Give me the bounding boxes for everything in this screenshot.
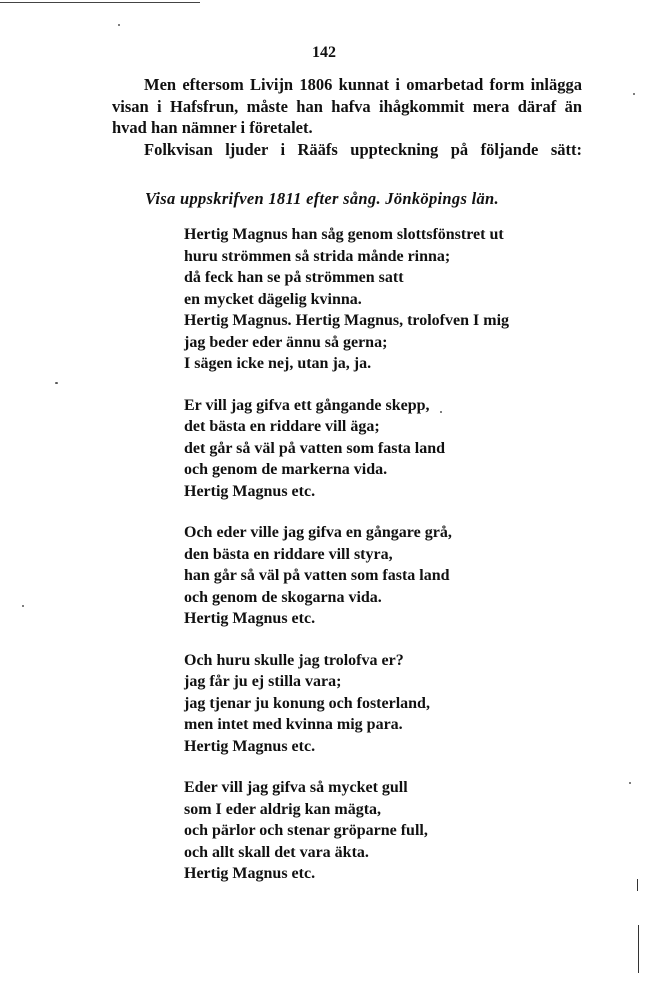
verse-line: Hertig Magnus han såg genom slottsfönstret ut [184, 226, 504, 243]
verse-line: och allt skall det vara äkta. [184, 843, 369, 861]
intro-paragraph-2: Folkvisan ljuder i Rääfs uppteckning på följande sätt: [144, 139, 582, 159]
verse-line: som I eder aldrig kan mägta, [184, 800, 382, 818]
song-heading: Visa uppskrifven 1811 efter sång. Jönköpings län. [145, 189, 499, 208]
stanza-2 [184, 395, 604, 503]
scan-speck [629, 782, 631, 784]
verse-line: det bästa en riddare vill äga; [184, 418, 380, 435]
stanza-5 [184, 777, 604, 885]
verse-line: och pärlor och stenar gröparne full, [184, 822, 428, 839]
verse-line: han går så väl på vatten som fasta land [184, 567, 450, 584]
verse-line: Hertig Magnus etc. [184, 865, 316, 882]
verse-line: jag tjenar ju konung och fosterland, [184, 694, 430, 712]
verse-line: då feck han se på strömmen satt [184, 269, 404, 286]
scan-speck [633, 93, 635, 95]
verse-line: jag får ju ej stilla vara; [184, 673, 342, 690]
verse-line: det går så väl på vatten som fasta land [184, 439, 446, 457]
verse-line: och genom de skogarna vida. [184, 588, 382, 606]
stanza-3 [184, 522, 604, 630]
stanza-4 [184, 650, 604, 758]
binding-mark [638, 925, 639, 973]
scan-speck [118, 24, 120, 26]
stanza-1 [184, 224, 604, 375]
poem [184, 224, 604, 905]
verse-line: jag beder eder ännu så gerna; [184, 333, 388, 351]
verse-line: Hertig Magnus etc. [184, 737, 316, 755]
page-number: 142 [312, 44, 336, 61]
verse-line: den bästa en riddare vill styra, [184, 545, 393, 563]
verse-line: I sägen icke nej, utan ja, ja. [184, 355, 372, 372]
verse-line: och genom de markerna vida. [184, 461, 388, 478]
intro-text [112, 74, 582, 160]
verse-line: Och huru skulle jag trolofva er? [184, 651, 404, 669]
verse-line: Hertig Magnus etc. [184, 482, 316, 500]
top-edge-rule [0, 2, 200, 3]
verse-line: Och eder ville jag gifva en gångare grå, [184, 524, 452, 541]
verse-line: Eder vill jag gifva så mycket gull [184, 779, 408, 796]
verse-line: en mycket dägelig kvinna. [184, 290, 362, 308]
scan-speck [22, 605, 24, 607]
verse-line: Hertig Magnus. Hertig Magnus, trolofven I mig [184, 312, 510, 329]
scan-speck [55, 382, 58, 384]
scan-speck [440, 411, 442, 413]
binding-mark [637, 879, 638, 891]
verse-line: men intet med kvinna mig para. [184, 716, 403, 733]
verse-line: huru strömmen så strida månde rinna; [184, 247, 451, 265]
verse-line: Er vill jag gifva ett gångande skepp, [184, 396, 430, 414]
verse-line: Hertig Magnus etc. [184, 610, 316, 627]
intro-paragraph-1: Men eftersom Livijn 1806 kunnat i omarbetad form inlägga visan i Hafsfrun, måste han hafva ihågkommit mera däraf än hvad han nämner i företalet. [112, 75, 582, 137]
